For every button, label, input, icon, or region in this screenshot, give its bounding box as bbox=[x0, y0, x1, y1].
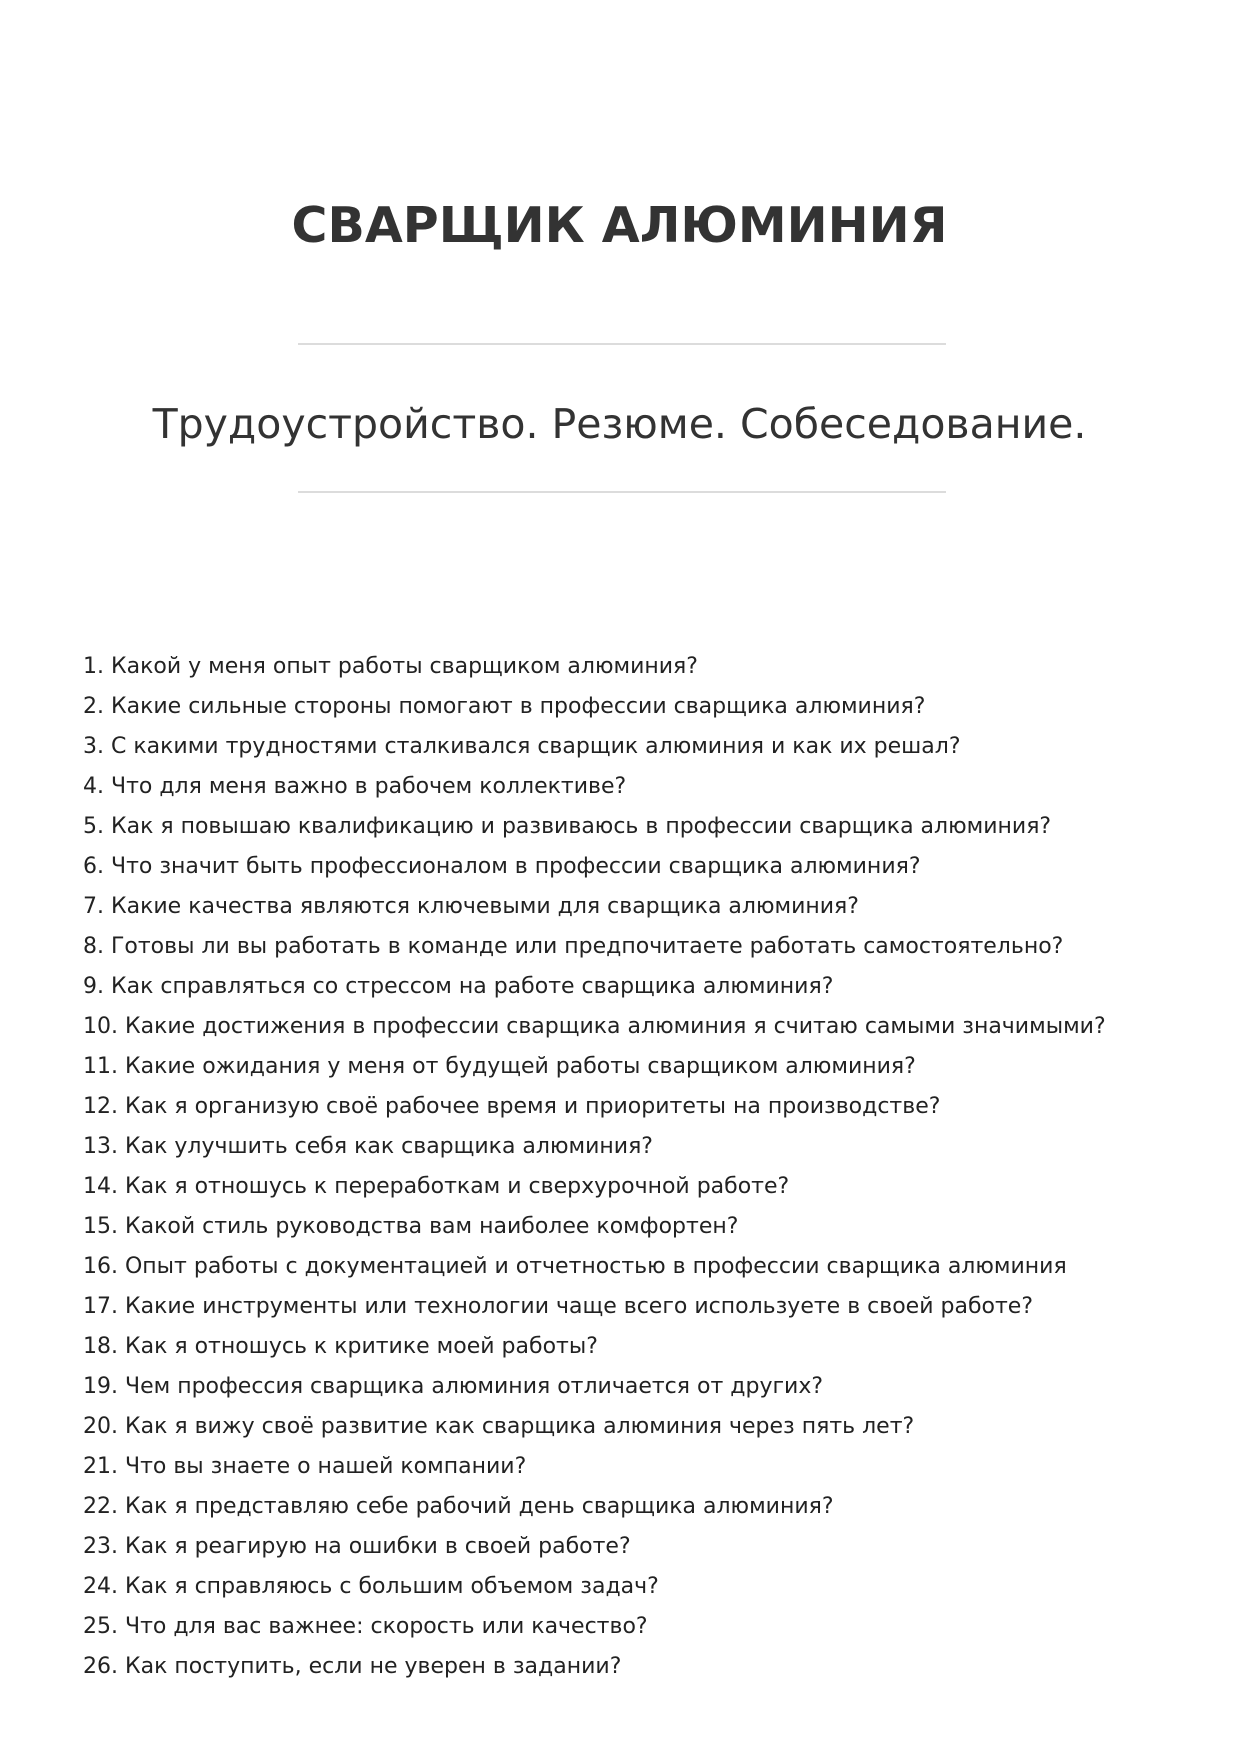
question-item: 1. Какой у меня опыт работы сварщиком алюминия? bbox=[83, 654, 698, 679]
question-item: 4. Что для меня важно в рабочем коллективе? bbox=[83, 774, 627, 799]
question-item: 19. Чем профессия сварщика алюминия отличается от других? bbox=[83, 1374, 824, 1399]
question-item: 16. Опыт работы с документацией и отчетностью в профессии сварщика алюминия bbox=[83, 1254, 1067, 1279]
question-item: 25. Что для вас важнее: скорость или качество? bbox=[83, 1614, 648, 1639]
question-item: 5. Как я повышаю квалификацию и развиваюсь в профессии сварщика алюминия? bbox=[83, 814, 1052, 839]
question-item: 8. Готовы ли вы работать в команде или предпочитаете работать самостоятельно? bbox=[83, 934, 1064, 959]
question-item: 24. Как я справляюсь с большим объемом задач? bbox=[83, 1574, 659, 1599]
question-item: 10. Какие достижения в профессии сварщика алюминия я считаю самыми значимыми? bbox=[83, 1014, 1106, 1039]
document-subtitle: Трудоустройство. Резюме. Собеседование. bbox=[152, 400, 1087, 448]
question-item: 9. Как справляться со стрессом на работе сварщика алюминия? bbox=[83, 974, 834, 999]
question-item: 21. Что вы знаете о нашей компании? bbox=[83, 1454, 527, 1479]
question-item: 14. Как я отношусь к переработкам и сверхурочной работе? bbox=[83, 1174, 790, 1199]
question-item: 13. Как улучшить себя как сварщика алюминия? bbox=[83, 1134, 653, 1159]
question-item: 11. Какие ожидания у меня от будущей работы сварщиком алюминия? bbox=[83, 1054, 916, 1079]
question-item: 22. Как я представляю себе рабочий день сварщика алюминия? bbox=[83, 1494, 834, 1519]
question-item: 18. Как я отношусь к критике моей работы? bbox=[83, 1334, 598, 1359]
question-item: 15. Какой стиль руководства вам наиболее комфортен? bbox=[83, 1214, 739, 1239]
divider-bottom bbox=[298, 491, 946, 493]
question-item: 2. Какие сильные стороны помогают в профессии сварщика алюминия? bbox=[83, 694, 926, 719]
document-title: СВАРЩИК АЛЮМИНИЯ bbox=[291, 197, 948, 254]
question-item: 7. Какие качества являются ключевыми для сварщика алюминия? bbox=[83, 894, 859, 919]
question-item: 6. Что значит быть профессионалом в профессии сварщика алюминия? bbox=[83, 854, 921, 879]
question-item: 23. Как я реагирую на ошибки в своей работе? bbox=[83, 1534, 631, 1559]
question-item: 12. Как я организую своё рабочее время и приоритеты на производстве? bbox=[83, 1094, 941, 1119]
question-item: 20. Как я вижу своё развитие как сварщика алюминия через пять лет? bbox=[83, 1414, 915, 1439]
question-item: 26. Как поступить, если не уверен в задании? bbox=[83, 1654, 622, 1679]
question-list bbox=[83, 647, 1106, 1687]
divider-top bbox=[298, 343, 946, 345]
question-item: 17. Какие инструменты или технологии чаще всего используете в своей работе? bbox=[83, 1294, 1034, 1319]
question-item: 3. С какими трудностями сталкивался сварщик алюминия и как их решал? bbox=[83, 734, 961, 759]
